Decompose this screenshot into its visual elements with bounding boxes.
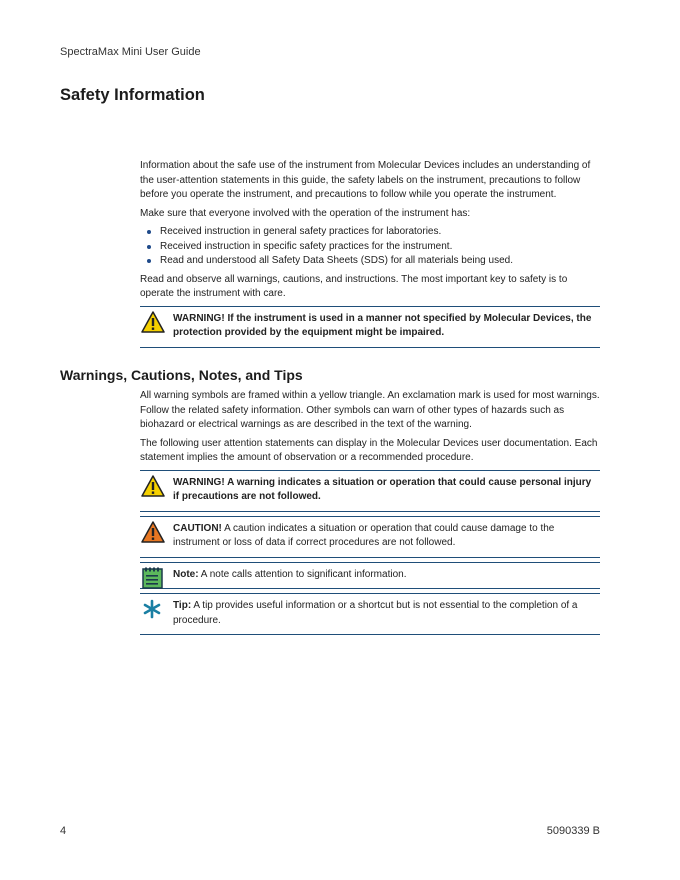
safety-section (140, 159, 600, 348)
read-observe-paragraph: Read and observe all warnings, cautions, and instructions. The most important key to safety is to operate the instrument with care. (140, 273, 568, 299)
note-callout (140, 562, 600, 590)
warning-triangle-icon (141, 311, 165, 333)
tip-label: Tip: (173, 600, 192, 611)
warning-callout (140, 306, 600, 348)
tip-text: A tip provides useful information or a shortcut but is not essential to the completion of a procedure. (173, 600, 578, 626)
page-title: Safety Information (60, 86, 205, 104)
list-item: Received instruction in specific safety practices for the instrument. (140, 240, 600, 255)
requirements-list (140, 225, 600, 269)
page-number: 4 (60, 825, 67, 837)
symbols-paragraph: All warning symbols are framed within a yellow triangle. An exclamation mark is used for most warnings. Follow the related safety information. Other symbols can warn of other types of hazards such as biohazard or electrical warnings as are described in the text of the warning. (140, 390, 600, 430)
caution-text: A caution indicates a situation or operation that could cause damage to the instrument or loss of data if correct procedures are not followed. (173, 522, 555, 548)
list-item: Received instruction in general safety practices for laboratories. (140, 225, 600, 240)
note-pad-icon (141, 567, 165, 589)
document-id: 5090339 B (546, 825, 600, 837)
intro-paragraph: Information about the safe use of the instrument from Molecular Devices includes an understanding of the user-attention statements in this guide, the safety labels on the instrument, precautions to follow before you operate the instrument, and precautions to follow while you operate the instrument. (140, 160, 591, 200)
warnings-section (140, 389, 600, 635)
caution-label: CAUTION! (173, 522, 222, 534)
make-sure-paragraph: Make sure that everyone involved with the operation of the instrument has: (140, 207, 471, 219)
running-header: SpectraMax Mini User Guide (60, 46, 201, 58)
warning-callout (140, 470, 600, 512)
statements-paragraph: The following user attention statements can display in the Molecular Devices user documentation. Each statement implies the amount of observation or a recommended procedure. (140, 437, 598, 463)
tip-asterisk-icon (141, 598, 165, 620)
note-text: A note calls attention to significant information. (200, 568, 407, 580)
caution-callout (140, 516, 600, 558)
warning-text: WARNING! If the instrument is used in a manner not specified by Molecular Devices, the protection provided by the equipment might be impaired. (173, 312, 592, 338)
warning-text: WARNING! A warning indicates a situation or operation that could cause personal injury if precautions are not followed. (173, 476, 592, 502)
list-item: Read and understood all Safety Data Sheets (SDS) for all materials being used. (140, 254, 600, 269)
warning-triangle-icon (141, 475, 165, 497)
section-heading: Warnings, Cautions, Notes, and Tips (60, 367, 303, 383)
tip-callout (140, 593, 600, 635)
caution-triangle-icon (141, 521, 165, 543)
note-label: Note: (173, 568, 199, 580)
